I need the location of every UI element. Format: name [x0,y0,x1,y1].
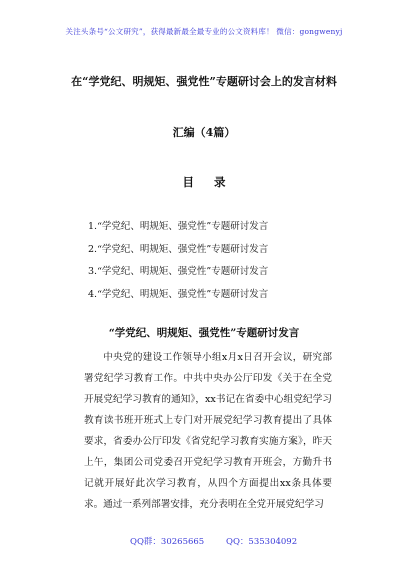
section-title: “学党纪、明规矩、强党性”专题研讨发言 [108,327,300,339]
toc-item-4: 4.“学党纪、明规矩、强党性”专题研讨发言 [88,288,269,300]
document-title: 在“学党纪、明规矩、强党性”专题研讨会上的发言材料 [71,75,337,88]
toc-item-1: 1.“学党纪、明规矩、强党性”专题研讨发言 [88,221,269,232]
toc-heading: 目 录 [182,175,234,189]
header-banner: 关注头条号“公文研究”，获得最新最全最专业的公文资料库！ 微信：gongwenyj [65,27,343,36]
document-subtitle: 汇编（4篇） [172,126,236,139]
footer-qq-group: QQ群：30265665 [130,537,205,547]
table-of-contents [88,216,268,306]
body-paragraph: 中央党的建设工作领导小组x月x日召开会议，研究部署党纪学习教育工作。中共中央办公厅印发《关于在全党开展党纪学习教育的通知》，xx书记在省委中心组党纪学习教育读书班开班式上专门对开展党纪学习教育提出了具体要求，省委办公厅印发《省党纪学习教育实施方案》，昨天上午，集团公司党委召开党纪学习教育开班会，方勤升书记就开展好此次学习教育，从四个方面提出xx条具体要求。通过一系列部署安排，充分表明在全党开展党纪学习 [84,352,332,510]
toc-item-3: 3.“学党纪、明规矩、强党性”专题研讨发言 [88,266,269,277]
toc-item-2: 2.“学党纪、明规矩、强党性”专题研讨发言 [88,243,269,255]
footer-qq: QQ：535304092 [226,537,298,547]
